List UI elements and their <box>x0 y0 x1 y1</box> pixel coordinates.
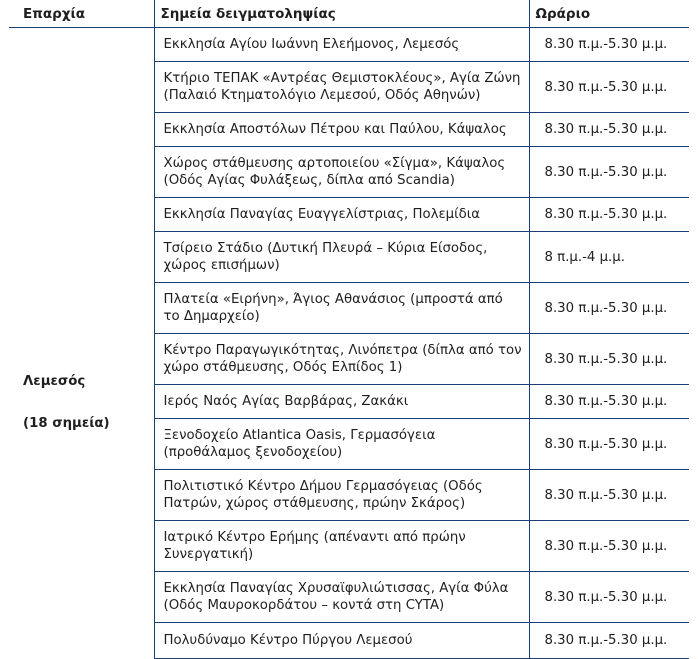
opening-hours: 8.30 π.μ.-5.30 μ.μ. <box>529 521 689 572</box>
sampling-location: Πλατεία «Ειρήνη», Άγιος Αθανάσιος (μπροστά από το Δημαρχείο) <box>154 283 529 334</box>
sampling-location: Εκκλησία Παναγίας Ευαγγελίστριας, Πολεμίδια <box>154 198 529 232</box>
header-province: Επαρχία <box>9 0 154 28</box>
opening-hours: 8.30 π.μ.-5.30 μ.μ. <box>529 385 689 419</box>
opening-hours: 8.30 π.μ.-5.30 μ.μ. <box>529 113 689 147</box>
header-sampling-points: Σημεία δειγματοληψίας <box>154 0 529 28</box>
sampling-location: Ξενοδοχείο Atlantica Oasis, Γερμασόγεια (προθάλαμος ξενοδοχείου) <box>154 419 529 470</box>
sampling-points-table <box>9 0 689 659</box>
opening-hours: 8.30 π.μ.-5.30 μ.μ. <box>529 283 689 334</box>
opening-hours: 8.30 π.μ.-5.30 μ.μ. <box>529 147 689 198</box>
table-row <box>9 28 689 62</box>
opening-hours: 8.30 π.μ.-5.30 μ.μ. <box>529 470 689 521</box>
opening-hours: 8.30 π.μ.-5.30 μ.μ. <box>529 62 689 113</box>
sampling-location: Πολυδύναμο Κέντρο Πύργου Λεμεσού <box>154 623 529 659</box>
sampling-location: Εκκλησία Παναγίας Χρυσαϊφυλιώτισσας, Αγία Φύλα (Οδός Μαυροκορδάτου – κοντά στη CYTA) <box>154 572 529 623</box>
table-header-row <box>9 0 689 28</box>
province-name: Λεμεσός <box>23 374 86 389</box>
opening-hours: 8.30 π.μ.-5.30 μ.μ. <box>529 572 689 623</box>
opening-hours: 8.30 π.μ.-5.30 μ.μ. <box>529 419 689 470</box>
province-count: (18 σημεία) <box>23 416 110 431</box>
sampling-location: Πολιτιστικό Κέντρο Δήμου Γερμασόγειας (Οδός Πατρών, χώρος στάθμευσης, πρώην Σκάρος) <box>154 470 529 521</box>
sampling-location: Ιατρικό Κέντρο Ερήμης (απέναντι από πρώην Συνεργατική) <box>154 521 529 572</box>
sampling-location: Τσίρειο Στάδιο (Δυτική Πλευρά – Κύρια Είσοδος, χώρος επισήμων) <box>154 232 529 283</box>
sampling-location: Ιερός Ναός Αγίας Βαρβάρας, Ζακάκι <box>154 385 529 419</box>
header-hours: Ωράριο <box>529 0 689 28</box>
province-cell <box>9 28 154 659</box>
opening-hours: 8.30 π.μ.-5.30 μ.μ. <box>529 623 689 659</box>
opening-hours: 8.30 π.μ.-5.30 μ.μ. <box>529 28 689 62</box>
sampling-location: Κτήριο ΤΕΠΑΚ «Αντρέας Θεμιστοκλέους», Αγία Ζώνη (Παλαιό Κτηματολόγιο Λεμεσού, Οδός Αθηνών) <box>154 62 529 113</box>
opening-hours: 8 π.μ.-4 μ.μ. <box>529 232 689 283</box>
table-body <box>9 28 689 659</box>
opening-hours: 8.30 π.μ.-5.30 μ.μ. <box>529 198 689 232</box>
sampling-location: Κέντρο Παραγωγικότητας, Λινόπετρα (δίπλα από τον χώρο στάθμευσης, Οδός Ελπίδος 1) <box>154 334 529 385</box>
sampling-location: Χώρος στάθμευσης αρτοποιείου «Σίγμα», Κάψαλος (Οδός Αγίας Φυλάξεως, δίπλα από Scandia) <box>154 147 529 198</box>
sampling-location: Εκκλησία Αποστόλων Πέτρου και Παύλου, Κάψαλος <box>154 113 529 147</box>
opening-hours: 8.30 π.μ.-5.30 μ.μ. <box>529 334 689 385</box>
sampling-location: Εκκλησία Αγίου Ιωάννη Ελεήμονος, Λεμεσός <box>154 28 529 62</box>
